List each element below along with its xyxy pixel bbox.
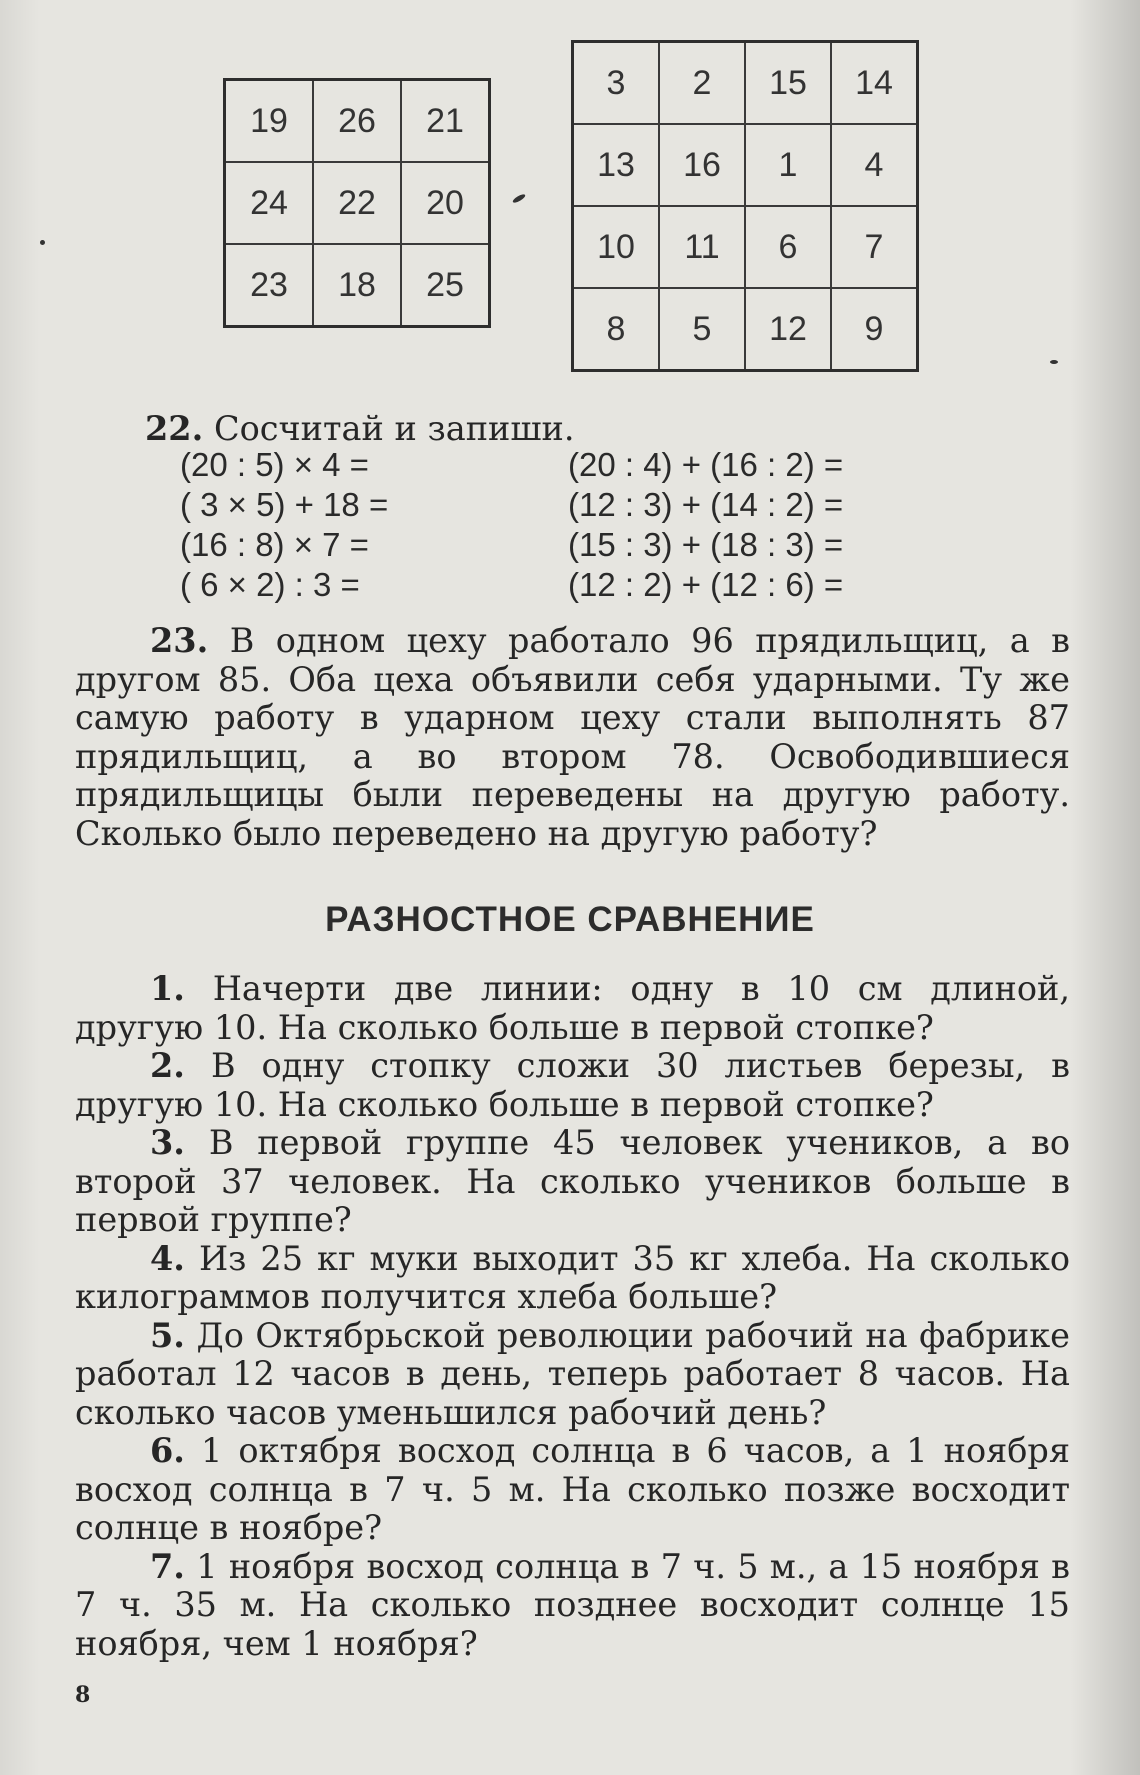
problem-number: 1.	[150, 969, 185, 1008]
problem-text: В первой группе 45 человек учеников, а во второй 37 человек. На сколько учеников больше в первой группе?	[75, 1123, 1070, 1239]
square-cell: 26	[313, 80, 401, 163]
square-cell: 11	[659, 206, 745, 288]
magic-square-3x3	[223, 78, 491, 328]
square-cell: 16	[659, 124, 745, 206]
problem-list	[75, 970, 1070, 1663]
print-speck	[512, 193, 527, 204]
square-cell: 15	[745, 42, 831, 125]
print-speck	[1050, 360, 1058, 364]
problem-text: До Октябрьской революции рабочий на фабрике работал 12 часов в день, теперь работает 8 часов. На сколько часов уменьшился рабочий день?	[75, 1315, 1070, 1432]
square-cell: 19	[225, 80, 314, 163]
square-cell: 4	[831, 124, 918, 206]
problem-number: 23.	[150, 621, 209, 660]
square-row	[225, 80, 490, 163]
square-row	[573, 124, 918, 206]
square-cell: 14	[831, 42, 918, 125]
square-row	[573, 206, 918, 288]
square-cell: 21	[401, 80, 490, 163]
problem-item	[75, 970, 1070, 1047]
section-heading: РАЗНОСТНОЕ СРАВНЕНИЕ	[325, 900, 815, 939]
problem-23	[75, 622, 1070, 853]
problem-item	[75, 1432, 1070, 1548]
square-cell: 10	[573, 206, 660, 288]
problem-number: 22.	[145, 409, 204, 448]
problem-number: 4.	[150, 1238, 185, 1278]
square-cell: 5	[659, 288, 745, 371]
problem-number: 5.	[150, 1315, 185, 1355]
problem-text: Сосчитай и запиши.	[213, 409, 575, 448]
problem-text: 1 октября восход солнца в 6 часов, а 1 ноября восход солнца в 7 ч. 5 м. На сколько позже восходит солнце в ноябре?	[75, 1431, 1070, 1547]
square-cell: 22	[313, 162, 401, 244]
square-cell: 9	[831, 288, 918, 371]
square-cell: 18	[313, 244, 401, 327]
square-row	[573, 288, 918, 371]
problem-number: 2.	[150, 1046, 185, 1085]
square-cell: 23	[225, 244, 314, 327]
square-row	[225, 162, 490, 244]
square-cell: 24	[225, 162, 314, 244]
problem-number: 6.	[150, 1431, 185, 1470]
problem-item	[75, 1317, 1070, 1433]
problem-item	[75, 1548, 1070, 1664]
page-edge-shadow-left	[0, 0, 40, 1775]
page-number: 8	[75, 1682, 91, 1708]
expression: (12 : 2) + (12 : 6) =	[568, 566, 844, 603]
square-cell: 12	[745, 288, 831, 371]
problem-number: 7.	[150, 1546, 185, 1586]
square-cell: 2	[659, 42, 745, 125]
magic-square-4x4	[571, 40, 919, 372]
expression: ( 6 × 2) : 3 =	[180, 566, 360, 603]
square-cell: 8	[573, 288, 660, 371]
square-cell: 7	[831, 206, 918, 288]
square-cell: 3	[573, 42, 660, 125]
expression: (20 : 5) × 4 =	[180, 446, 369, 483]
problem-text: Из 25 кг муки выходит 35 кг хлеба. На сколько килограммов получится хлеба больше?	[75, 1238, 1070, 1316]
square-cell: 20	[401, 162, 490, 244]
square-cell: 13	[573, 124, 660, 206]
square-cell: 6	[745, 206, 831, 288]
problem-item	[75, 1047, 1070, 1124]
problem-22-title	[145, 410, 1045, 449]
problem-text: В одном цеху работало 96 прядильщиц, а в другом 85. Оба цеха объявили себя ударными. Ту же самую работу в ударном цеху стали выполнять 87 прядильщиц, а во втором 78. Освободившиеся прядильщицы были переведены на другую работу. Сколько было переведено на другую работу?	[75, 621, 1070, 853]
square-cell: 25	[401, 244, 490, 327]
square-cell: 1	[745, 124, 831, 206]
problem-text: 1 ноября восход солнца в 7 ч. 5 м., а 15 ноября в 7 ч. 35 м. На сколько позднее восходит солнце 15 ноября, чем 1 ноября?	[75, 1546, 1070, 1663]
page-edge-shadow-right	[1070, 0, 1140, 1775]
problem-item	[75, 1124, 1070, 1240]
problem-number: 3.	[150, 1123, 185, 1162]
square-row	[225, 244, 490, 327]
expression: (20 : 4) + (16 : 2) =	[568, 446, 844, 483]
expression: (12 : 3) + (14 : 2) =	[568, 486, 844, 523]
expression: (15 : 3) + (18 : 3) =	[568, 526, 844, 563]
expression: (16 : 8) × 7 =	[180, 526, 369, 563]
problem-item	[75, 1240, 1070, 1317]
expression: ( 3 × 5) + 18 =	[180, 486, 389, 523]
problem-text: В одну стопку сложи 30 листьев березы, в другую 10. На сколько больше в первой стопке?	[75, 1046, 1070, 1124]
square-row	[573, 42, 918, 125]
problem-text: Начерти две линии: одну в 10 см длиной, другую 10. На сколько больше в первой стопке?	[75, 969, 1071, 1047]
print-speck	[40, 240, 45, 245]
